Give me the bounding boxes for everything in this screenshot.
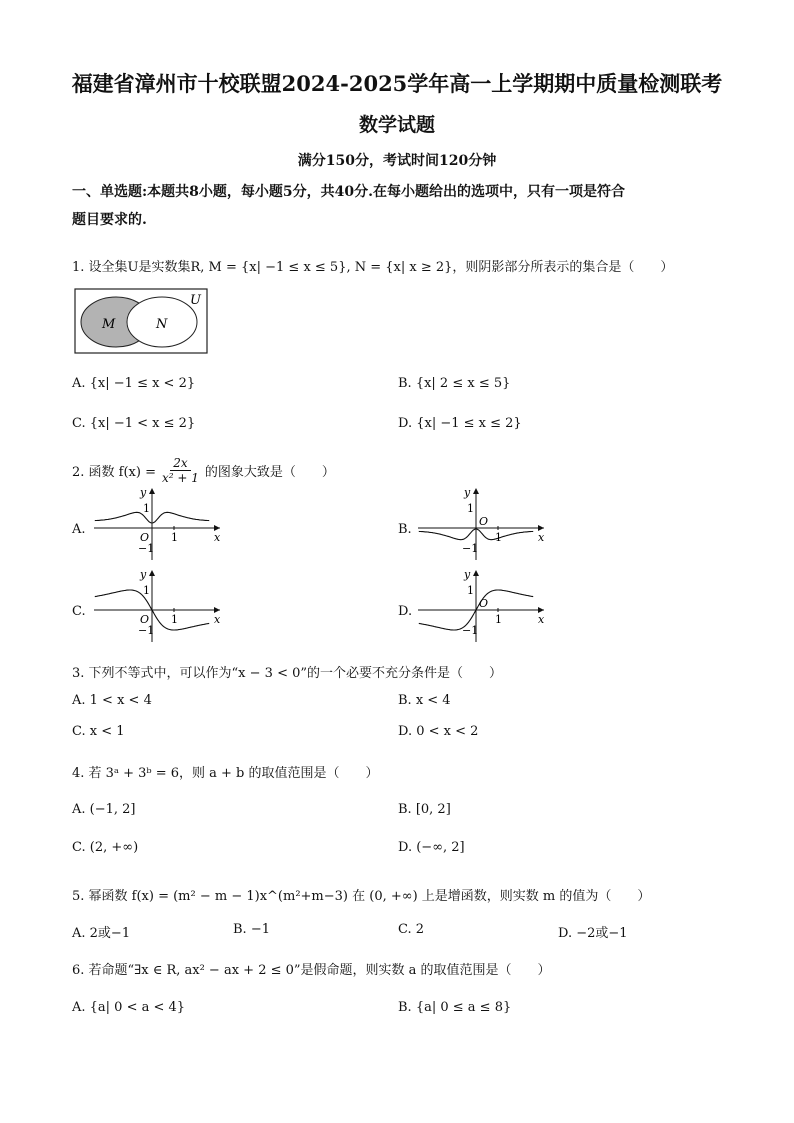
q2-graph-d-label-one: 1	[467, 584, 474, 597]
q1-stem: 1. 设全集U是实数集R, M = {x| −1 ≤ x ≤ 5}, N = {x| x ≥ 2}，则阴影部分所表示的集合是（ ）	[72, 260, 674, 275]
q2-option-d-label: D.	[398, 604, 413, 619]
q2-graph-a-y-arrow	[149, 488, 155, 494]
q2-graph-d-label-x: x	[538, 613, 545, 626]
q2-graph-c-label-neg-one: −1	[138, 624, 155, 637]
q2-graph-d-label-neg-one: −1	[462, 624, 479, 637]
q2-fraction	[159, 456, 202, 485]
page-subtitle: 数学试题	[358, 114, 435, 136]
q2-option-a-label: A.	[72, 522, 86, 537]
q3-option-b: B. x < 4	[398, 693, 451, 708]
q2-numerator: 2x	[170, 456, 190, 471]
q5-option-b: B. −1	[233, 922, 270, 937]
page-title: 福建省漳州市十校联盟2024-2025学年高一上学期期中质量检测联考	[71, 71, 723, 96]
section-heading-line1: 一、单选题:本题共8小题，每小题5分，共40分.在每小题给出的选项中，只有一项是符合	[72, 184, 626, 200]
q2-graph-a	[90, 484, 226, 564]
q2-graph-d-label-o: O	[479, 597, 489, 610]
section-heading	[72, 178, 722, 234]
q2-graph-b	[414, 484, 550, 564]
q2-graph-b-y-arrow	[473, 488, 479, 494]
q4-option-c: C. (2, +∞)	[72, 840, 139, 855]
q5-option-c: C. 2	[398, 922, 425, 937]
q4-stem: 4. 若 3ᵃ + 3ᵇ = 6，则 a + b 的取值范围是（ ）	[72, 766, 379, 781]
q2-graph-d-y-arrow	[473, 570, 479, 576]
q4-option-b: B. [0, 2]	[398, 802, 451, 817]
q5-option-a: A. 2或−1	[72, 926, 131, 941]
q2-graph-d-label-x1: 1	[495, 613, 502, 626]
q1-option-b: B. {x| 2 ≤ x ≤ 5}	[398, 376, 511, 391]
section-heading-line2: 题目要求的.	[72, 212, 147, 228]
q1-option-d: D. {x| −1 ≤ x ≤ 2}	[398, 416, 522, 431]
q3-stem: 3. 下列不等式中，可以作为“x − 3 < 0”的一个必要不充分条件是（ ）	[72, 666, 503, 681]
q2-graph-b-label-y: y	[464, 486, 471, 499]
q1-option-c: C. {x| −1 < x ≤ 2}	[72, 416, 196, 431]
q2-graph-c-label-x1: 1	[171, 613, 178, 626]
q2-graph-c-label-y: y	[140, 568, 147, 581]
q1-venn-label-u: U	[190, 293, 201, 308]
q6-option-b: B. {a| 0 ≤ a ≤ 8}	[398, 1000, 512, 1015]
q2-graph-a-label-y: y	[140, 486, 147, 499]
q4-option-d: D. (−∞, 2]	[398, 840, 465, 855]
q2-graph-a-label-neg-one: −1	[138, 542, 155, 555]
q2-graph-a-label-x1: 1	[171, 531, 178, 544]
q3-option-d: D. 0 < x < 2	[398, 724, 479, 739]
q2-denominator: x² + 1	[161, 471, 199, 485]
q2-graph-c-y-arrow	[149, 570, 155, 576]
q2-graph-a-label-o: O	[140, 531, 150, 544]
q1-option-a: A. {x| −1 ≤ x < 2}	[72, 376, 196, 391]
q2-stem-suffix: 的图象大致是（ ）	[204, 465, 335, 480]
q2-graph-b-label-x: x	[538, 531, 545, 544]
q4-option-a: A. (−1, 2]	[72, 802, 136, 817]
q2-graph-b-label-neg-one: −1	[462, 542, 479, 555]
q2-option-b-label: B.	[398, 522, 412, 537]
q2-graph-b-label-o: O	[479, 515, 489, 528]
exam-info: 满分150分，考试时间120分钟	[297, 153, 497, 169]
q1-venn-diagram	[74, 288, 208, 354]
q6-option-a: A. {a| 0 < a < 4}	[72, 1000, 186, 1015]
q2-graph-a-label-one: 1	[143, 502, 150, 515]
q5-stem: 5. 幂函数 f(x) = (m² − m − 1)x^(m²+m−3) 在 (0, +∞) 上是增函数，则实数 m 的值为（ ）	[72, 889, 651, 904]
q2-graph-d	[414, 566, 550, 646]
q3-option-a: A. 1 < x < 4	[72, 693, 152, 708]
q3-option-c: C. x < 1	[72, 724, 125, 739]
q2-graph-b-label-x1: 1	[495, 531, 502, 544]
q2-graph-b-label-one: 1	[467, 502, 474, 515]
q2-graph-a-label-x: x	[214, 531, 221, 544]
q2-stem	[72, 456, 335, 485]
q2-graph-d-label-y: y	[464, 568, 471, 581]
q5-option-d: D. −2或−1	[558, 926, 628, 941]
q2-graph-c-label-one: 1	[143, 584, 150, 597]
q2-graph-c-label-x: x	[214, 613, 221, 626]
q2-graph-c	[90, 566, 226, 646]
q2-option-c-label: C.	[72, 604, 86, 619]
q2-graph-c-label-o: O	[140, 613, 150, 626]
q1-venn-label-n: N	[156, 317, 168, 332]
q2-stem-prefix: 2. 函数 f(x) =	[72, 465, 156, 480]
q1-venn-label-m: M	[102, 317, 116, 332]
q6-stem: 6. 若命题“∃x ∈ R, ax² − ax + 2 ≤ 0”是假命题，则实数 a 的取值范围是（ ）	[72, 963, 551, 978]
